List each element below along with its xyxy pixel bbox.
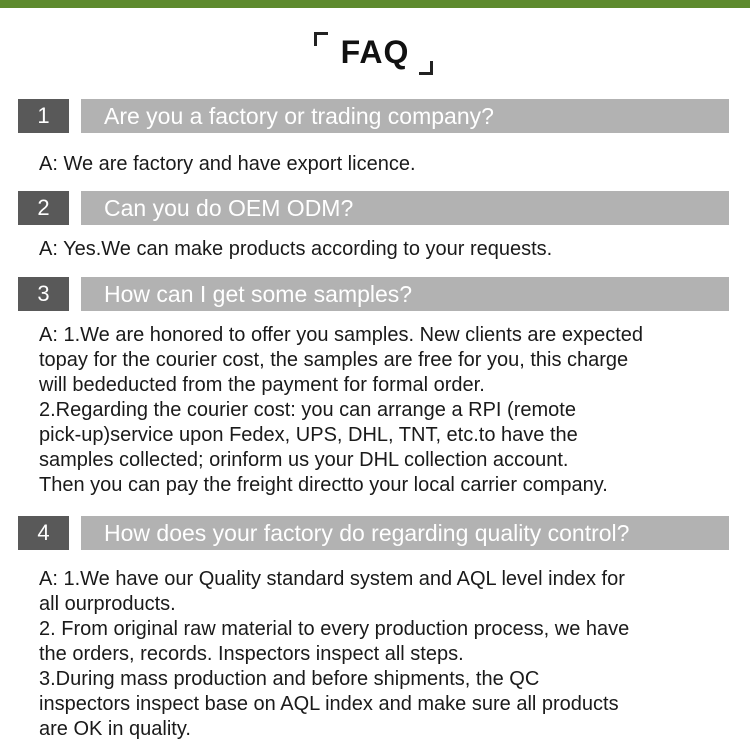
answer-line: A: Yes.We can make products according to your requests. [39, 238, 553, 260]
question-text: Can you do OEM ODM? [81, 191, 729, 225]
faq-answer [39, 152, 739, 177]
answer-line: A: 1.We have our Quality standard system and AQL level index for [39, 568, 625, 590]
faq-header [0, 28, 750, 78]
faq-question-row [18, 277, 729, 311]
answer-line: all ourproducts. [39, 593, 176, 615]
corner-bracket-bottom-right-icon [419, 61, 433, 75]
answer-line: topay for the courier cost, the samples are free for you, this charge [39, 349, 629, 371]
faq-question-row [18, 516, 729, 550]
question-number: 2 [18, 191, 69, 225]
question-number: 3 [18, 277, 69, 311]
answer-line: will bededucted from the payment for formal order. [39, 374, 485, 396]
question-text: How can I get some samples? [81, 277, 729, 311]
faq-question-row [18, 191, 729, 225]
answer-line: 2.Regarding the courier cost: you can arrange a RPI (remote [39, 399, 576, 421]
faq-answer [39, 323, 739, 498]
faq-answer [39, 237, 739, 262]
question-number: 4 [18, 516, 69, 550]
question-text: Are you a factory or trading company? [81, 99, 729, 133]
answer-line: samples collected; orinform us your DHL collection account. [39, 449, 569, 471]
answer-line: Then you can pay the freight directto your local carrier company. [39, 474, 608, 496]
answer-line: A: 1.We are honored to offer you samples. New clients are expected [39, 324, 644, 346]
answer-line: the orders, records. Inspectors inspect all steps. [39, 643, 464, 665]
answer-line: A: We are factory and have export licence. [39, 153, 416, 175]
faq-answer [39, 567, 739, 742]
faq-question-row [18, 99, 729, 133]
answer-line: pick-up)service upon Fedex, UPS, DHL, TNT, etc.to have the [39, 424, 578, 446]
answer-line: inspectors inspect base on AQL index and make sure all products [39, 693, 619, 715]
top-accent-bar [0, 0, 750, 8]
answer-line: 2. From original raw material to every production process, we have [39, 618, 630, 640]
question-number: 1 [18, 99, 69, 133]
corner-bracket-top-left-icon [314, 32, 328, 46]
answer-line: are OK in quality. [39, 718, 191, 740]
page-title: FAQ [340, 34, 410, 70]
answer-line: 3.During mass production and before shipments, the QC [39, 668, 540, 690]
question-text: How does your factory do regarding quality control? [81, 516, 729, 550]
